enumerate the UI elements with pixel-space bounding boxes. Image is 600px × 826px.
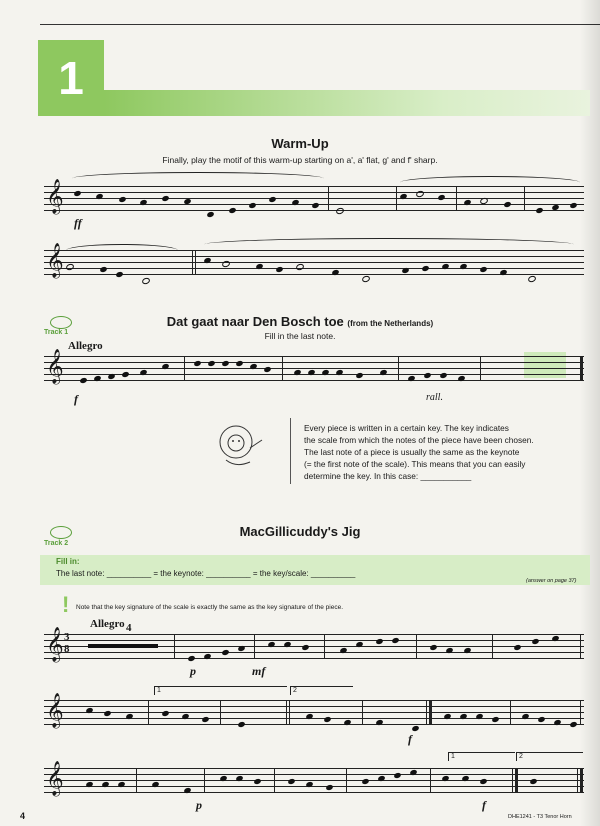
track-1-label: Track 1 (44, 329, 69, 336)
piece2-dynamic-2: mf (252, 664, 266, 678)
key-hint-line: Every piece is written in a certain key. The key indicates (304, 423, 509, 433)
piece1-staff (44, 349, 584, 384)
key-hint-line: determine the key. In this case: ___________ (304, 471, 472, 481)
chapter-number: 1 (38, 40, 104, 116)
piece1-tempo: Allegro (68, 340, 103, 352)
answer-reference: (answer on page 37) (526, 578, 577, 584)
treble-clef-icon: 𝄞 (46, 693, 64, 728)
volta-2-number: 2 (293, 687, 297, 694)
treble-clef-icon: 𝄞 (46, 761, 64, 796)
page-number: 4 (20, 811, 26, 821)
treble-clef-icon: 𝄞 (46, 349, 64, 384)
piece2-dynamic-4: p (196, 798, 202, 812)
footer-code: DHE1241 - T3 Tenor Horn (508, 814, 572, 820)
piece2-dynamic-1: p (190, 664, 196, 678)
volta-1-bracket (154, 686, 287, 695)
volta-1-number: 1 (157, 687, 161, 694)
warmup-staff-1 (44, 179, 584, 214)
volta-2-number: 2 (519, 753, 523, 760)
exclamation-icon: ! (62, 592, 70, 617)
key-hint-line: the scale from which the notes of the piece have been chosen. (304, 435, 534, 445)
treble-clef-icon: 𝄞 (46, 627, 64, 662)
volta-2-bracket (516, 752, 583, 761)
warmup-staff-2 (44, 243, 584, 278)
key-signature-note: Note that the key signature of the scale is exactly the same as the key signature of the piece. (76, 604, 344, 611)
volta-1-number: 1 (451, 753, 455, 760)
piece1-dynamic: f (74, 392, 78, 406)
key-hint-line: (= the first note of the scale). This means that you can easily (304, 459, 526, 469)
top-rule (40, 24, 600, 25)
multi-rest (88, 644, 158, 648)
piece2-staff-1 (44, 627, 584, 662)
piece2-title: MacGillicuddy's Jig (239, 524, 361, 539)
piece1-instruction: Fill in the last note. (264, 331, 336, 341)
piece2-staff-2 (44, 687, 584, 728)
treble-clef-icon: 𝄞 (46, 243, 64, 278)
lion-icon (212, 418, 268, 474)
key-hint-line: The last note of a piece is usually the same as the keynote (304, 447, 520, 457)
piece2-tempo: Allegro (90, 618, 125, 630)
chapter-band (104, 90, 590, 116)
piece1-rall: rall. (426, 392, 443, 403)
rest-count: 4 (126, 622, 132, 634)
volta-1-bracket (448, 752, 515, 761)
time-sig-bottom: 8 (64, 643, 70, 655)
warmup-dynamic: ff (74, 216, 82, 230)
piece1-origin: (from the Netherlands) (347, 319, 434, 328)
key-hint-text (304, 422, 594, 482)
warmup-instruction: Finally, play the motif of this warm-up starting on a', a' flat, g' and f' sharp. (162, 155, 438, 165)
piece2-dynamic-3: f (408, 732, 412, 746)
piece1-title: Dat gaat naar Den Bosch toe (166, 314, 344, 329)
volta-2-bracket (290, 686, 353, 695)
fill-in-label: Fill in: (56, 557, 80, 566)
track-2-label: Track 2 (44, 540, 69, 547)
piece1-title-line (0, 314, 600, 329)
treble-clef-icon: 𝄞 (46, 179, 64, 214)
piece2-dynamic-5: f (482, 798, 486, 812)
piece2-staff-3 (44, 753, 584, 796)
fill-in-text[interactable]: The last note: __________ = the keynote: __________ = the key/scale: __________ (56, 569, 356, 578)
time-sig-top: 3 (64, 631, 70, 643)
warmup-title: Warm-Up (271, 136, 329, 151)
